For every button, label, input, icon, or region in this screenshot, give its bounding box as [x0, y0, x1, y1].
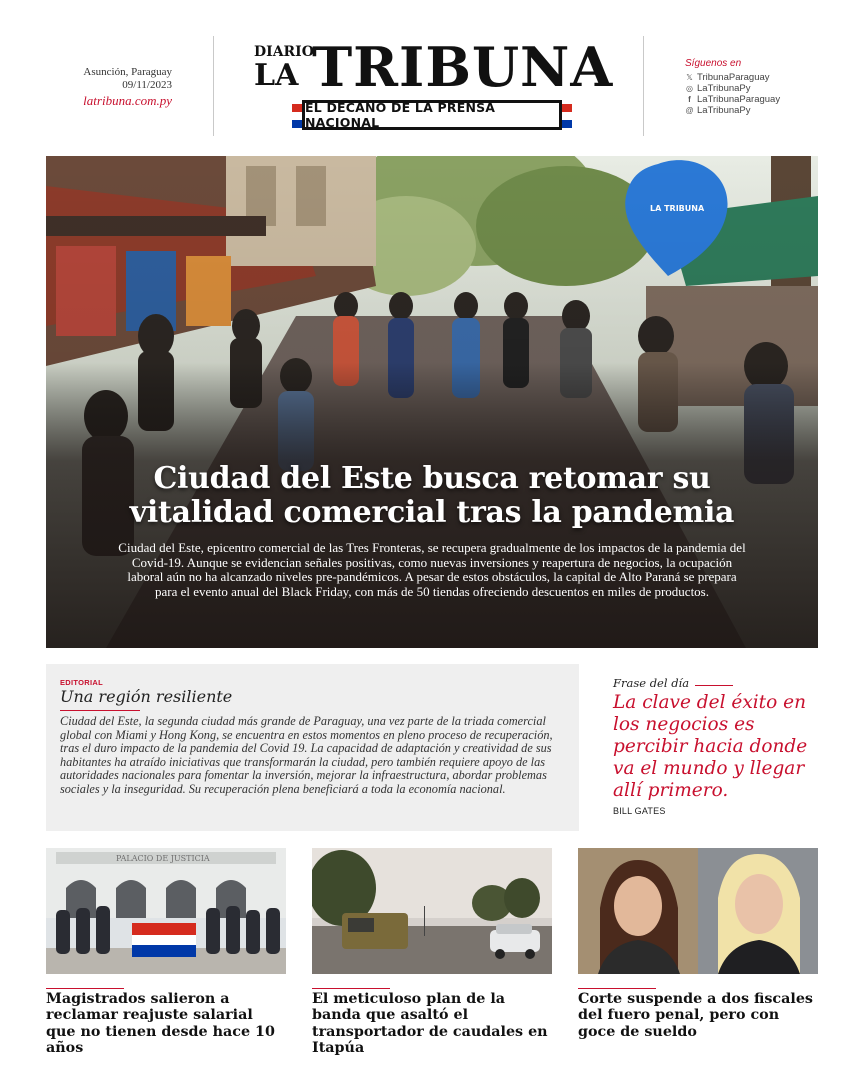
news-card-robbery[interactable]	[312, 848, 552, 1057]
instagram-icon: ◎	[686, 84, 693, 93]
logo-diario: DIARIO	[254, 44, 314, 60]
quote-rule	[695, 685, 733, 686]
news-image-robbery	[312, 848, 552, 974]
quote-label: Frase del día	[613, 676, 690, 690]
logo-la: LA	[254, 58, 299, 93]
news-headline-robbery[interactable]: El meticuloso plan de la banda que asaltó el transportador de caudales en Itapúa	[312, 991, 548, 1057]
divider-left	[213, 36, 214, 136]
editorial-title: Una región resiliente	[60, 687, 233, 706]
social-threads[interactable]	[685, 105, 780, 116]
quote-author: BILL GATES	[613, 806, 666, 816]
x-icon: 𝕏	[686, 73, 693, 82]
location-text: Asunción, Paraguay	[83, 66, 172, 78]
newspaper-logo[interactable]	[254, 35, 614, 138]
news-image-judges	[46, 848, 286, 974]
hero-headline-line1: Ciudad del Este busca retomar su	[153, 461, 711, 496]
news-image-prosecutors	[578, 848, 818, 974]
news-rule	[46, 988, 124, 989]
news-card-judges[interactable]	[46, 848, 286, 1057]
news-headline-judges[interactable]: Magistrados salieron a reclamar reajuste salarial que no tienen desde hace 10 años	[46, 991, 275, 1057]
news-rule	[578, 988, 656, 989]
hero-story[interactable]	[46, 156, 818, 648]
threads-icon: @	[685, 106, 694, 115]
hero-headline[interactable]	[46, 462, 818, 530]
logo-tribuna: TRIBUNA	[312, 35, 614, 99]
editorial-box[interactable]	[46, 664, 579, 831]
social-links	[685, 57, 780, 116]
quote-label-row	[613, 676, 823, 690]
divider-right	[643, 36, 644, 136]
editorial-body: Ciudad del Este, la segunda ciudad más grande de Paraguay, una vez parte de la triada comercial global con Miami y Hong Kong, se encuentra en estos momentos en pleno proceso de recuperación, tras el duro impacto de la pandemia del Covid 19. La capacidad de adaptación y creatividad de sus habitantes ha atraído iniciativas que transformarán la ciudad, pero también requiere apoyo de las autoridades nacionales para fomentar la inversión, mejorar la infraestructura, abordar problemas sociales y la inseguridad. Su recuperación plena beneficiará a toda la economía nacional.	[60, 714, 553, 796]
social-handle: LaTribunaParaguay	[697, 94, 781, 105]
quote-of-the-day	[613, 676, 823, 816]
social-title: Síguenos en	[685, 58, 742, 69]
date-text: 09/11/2023	[122, 79, 172, 91]
social-facebook[interactable]	[685, 94, 780, 105]
social-handle: LaTribunaPy	[697, 105, 751, 116]
slogan-banner	[292, 100, 572, 130]
editorial-tag: EDITORIAL	[60, 678, 103, 687]
hero-headline-line2: vitalidad comercial tras la pandemia	[129, 495, 735, 530]
editorial-rule	[60, 710, 140, 711]
facebook-icon: f	[688, 95, 691, 104]
masthead-info	[83, 66, 172, 110]
social-instagram[interactable]	[685, 83, 780, 94]
social-handle: TribunaParaguay	[697, 72, 770, 83]
slogan-text: EL DECANO DE LA PRENSA NACIONAL	[305, 100, 496, 130]
website-link[interactable]: latribuna.com.py	[83, 93, 172, 108]
news-card-prosecutors[interactable]	[578, 848, 818, 1040]
quote-text: La clave del éxito en los negocios es percibir hacia donde va el mundo y llegar allí primero.	[613, 692, 808, 801]
hero-lead: Ciudad del Este, epicentro comercial de las Tres Fronteras, se recupera gradualmente de los impactos de la pandemia del Covid-19. Aunque se evidencian señales positivas, como nuevas inversiones y reapertura de negocios, la ocupación laboral aún no ha alcanzado niveles pre-pandémicos. A pesar de estos obstáculos, la capital de Alto Paraná se prepara para el evento anual del Black Friday, con más de 50 tiendas ofreciendo descuentos en miles de productos.	[118, 540, 746, 599]
news-rule	[312, 988, 390, 989]
news-headline-prosecutors[interactable]: Corte suspende a dos fiscales del fuero penal, pero con goce de sueldo	[578, 991, 813, 1040]
social-x[interactable]	[685, 72, 780, 83]
masthead	[0, 0, 864, 150]
social-handle: LaTribunaPy	[697, 83, 751, 94]
palace-sign-text: PALACIO DE JUSTICIA	[116, 854, 210, 863]
